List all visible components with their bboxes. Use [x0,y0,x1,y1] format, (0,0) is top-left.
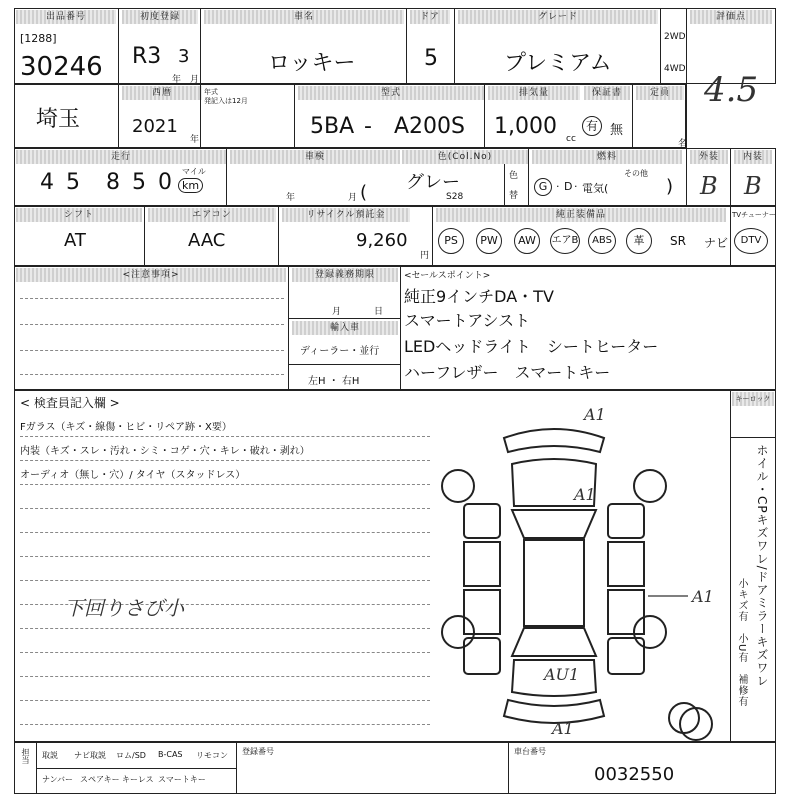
divider [432,206,433,266]
mileage-digit: 4 [40,170,54,195]
exterior-grade: B [700,172,718,200]
fuel-other: その他 [624,169,648,178]
divider [288,364,400,365]
equip-sr: SR [670,234,686,248]
car-name: ロッキー [268,51,356,76]
equip-aw [514,228,540,254]
damage-mark: A1 [692,587,714,606]
car-name-label: 車名 [204,10,404,24]
grade: プレミアム [504,51,612,76]
footer-equip: リモコン [196,751,228,760]
dealer-parallel: ディーラー・並行 [300,346,380,357]
equip-pw [476,228,502,254]
equip-ps [438,228,464,254]
note-line [20,484,430,485]
note-line [20,374,284,375]
footer-equip: スペアキー [80,775,120,784]
front-right-door [608,542,644,586]
front-right-fender [608,504,644,538]
first-reg-label: 初度登録 [122,10,198,24]
divider [36,768,236,769]
fuel-label: 燃料 [532,150,682,164]
month-unit: 月 [190,75,200,85]
mileage-digit: 0 [158,170,172,195]
warranty-yes-circle: 有 [582,116,602,136]
year-unit: 年 [172,75,182,85]
ac-label: エアコン [148,208,276,222]
equip-tv-circle: DTV [734,228,768,254]
lot-sub: [1288] [20,32,57,45]
mileage-digit: 5 [132,170,146,195]
equip-airbag-circle: エアB [550,228,580,254]
divider [294,84,295,148]
equip-leather [626,228,652,254]
footer-equip: ロム/SD [116,751,146,760]
drive-4wd: 4WD [664,64,686,74]
inspection-year-unit: 年 [286,193,296,203]
note-line [20,324,284,325]
spare-wheel-icon [664,698,704,738]
equip-label: 純正装備品 [436,208,726,222]
divider [278,206,279,266]
auction-sheet [14,8,776,794]
inspector-title: < 検査員記入欄 > [20,396,120,410]
capacity-unit: 名 [678,139,688,149]
tv-label: TVチューナー [732,211,776,219]
note-line [20,724,430,725]
equip-aw-circle: AW [514,228,540,254]
equip-abs-circle: ABS [588,228,616,254]
footer-equip: スマートキー [158,775,206,784]
model-label: 型式 [298,86,484,100]
divider [400,266,401,390]
color-code: S28 [446,192,464,202]
divider [528,148,529,206]
western-label: 西暦 [122,86,202,100]
equip-ps-circle: PS [438,228,464,254]
wheel-rear-left [442,616,474,648]
model-code: A200S [394,114,466,139]
car-diagram [434,400,714,738]
reg-no-label: 登録番号 [242,747,274,756]
chassis-number: 0032550 [594,764,675,785]
damage-mark: A1 [574,485,596,504]
damage-mark: AU1 [544,665,580,684]
score-label: 評価点 [690,10,772,24]
cc-unit: cc [566,134,576,144]
doors: 5 [424,46,438,71]
sales-point: LEDヘッドライト シートヒーター [404,337,659,356]
exterior-label: 外装 [690,150,728,164]
note-line [20,676,430,677]
footer-equip: 取説 [42,751,58,760]
side-small: 小キズ有 小U有 補修有 [736,578,747,708]
deadline-month-unit: 月 [332,307,342,317]
score: 4.5 [704,70,759,110]
interior-label: 内装 [734,150,772,164]
deadline-day-unit: 日 [374,307,384,317]
wheel-front-right [634,470,666,502]
tanto-label: 担当 [21,748,30,764]
model-sep: - [364,114,372,139]
equip-abs [588,228,616,254]
note-line [20,556,430,557]
reg-deadline-label: 登録義務期限 [292,268,398,282]
footer-equip: ナビ取説 [74,751,106,760]
warranty-yes [582,116,602,136]
mileage-digit: 5 [66,170,80,195]
fuel-elec: 電気( [582,182,609,195]
inspector-line-interior: 内装（キズ・スレ・汚れ・シミ・コゲ・穴・キレ・破れ・剥れ） [20,446,310,457]
footer-equip: キーレス [122,775,154,784]
sales-label: <セールスポイント> [404,271,491,281]
reg-month: 3 [178,46,190,67]
divider [118,8,119,84]
note-line [20,508,430,509]
fuel-close: ) [666,176,674,197]
fuel-dot: · [574,180,578,193]
divider [200,8,201,84]
yen-unit: 円 [420,251,430,261]
divider [226,148,227,206]
wheel-rear-right [634,616,666,648]
footer-equip: ナンバー [42,775,74,784]
displacement: 1,000 [494,114,557,139]
divider [504,164,505,206]
year-unit: 年 [190,135,200,145]
front-bumper [504,429,604,452]
ac: AAC [188,230,226,251]
divider [484,84,485,148]
divider [236,742,237,794]
divider [686,148,687,206]
drive-2wd: 2WD [664,32,686,42]
front-left-door [464,542,500,586]
divider [730,148,731,206]
handwritten-note: 下回りさび小 [64,596,184,620]
model-year-note: 年式 発記入は12月 [204,88,248,105]
steering-side: 左H ・ 右H [308,376,360,387]
spare-wheel-circle [669,703,699,733]
recycle-label: リサイクル預託金 [282,208,410,222]
equip-navi: ナビ [704,236,729,250]
import-label: 輸入車 [292,321,398,335]
mileage-digit: 8 [106,170,120,195]
divider [686,8,687,148]
note-line [20,532,430,533]
fuel-g [534,178,552,196]
caution-label: <注意事項> [16,268,286,282]
warranty-label: 保証書 [584,86,630,100]
sales-point: ハーフレザー スマートキー [404,363,611,382]
note-line [20,460,430,461]
note-line [20,700,430,701]
mileage-label: 走行 [16,150,226,164]
sales-point: 純正9インチDA・TV [404,287,554,306]
warranty-no: 無 [610,123,624,138]
inspection-month-unit: 月 [348,193,358,203]
divider [660,8,661,84]
divider [288,318,400,319]
note-line [20,580,430,581]
roof [524,540,584,626]
note-line [20,298,284,299]
divider [288,266,289,390]
region: 埼玉 [36,107,81,132]
key-lock-box [730,406,776,438]
capacity-label: 定員 [636,86,684,100]
note-line [20,652,430,653]
fuel-d: D [564,180,573,193]
side-text: ホイル・CPキズワレ/ドアミラーキズワレ [755,444,769,688]
note-line [20,436,430,437]
lot-label: 出品番号 [16,10,116,24]
mileage-unit-km [178,178,203,193]
grade-label: グレード [458,10,658,24]
recycle-fee: 9,260 [356,230,408,251]
sales-point: スマートアシスト [404,311,531,330]
rear-glass [512,628,596,656]
interior-grade: B [744,172,762,200]
displacement-label: 排気量 [488,86,580,100]
color: グレー [406,172,460,193]
inspector-line-audio: オーディオ（無し・穴）/ タイヤ（スタッドレス） [20,470,246,481]
front-left-fender [464,504,500,538]
equip-leather-circle: 革 [626,228,652,254]
mileage-unit-miles: マイル [182,167,206,176]
western-year: 2021 [132,116,178,137]
km-circle: km [178,178,203,193]
note-line [20,350,284,351]
fuel-dot: · [556,180,560,193]
era-year: R3 [132,44,162,69]
model-prefix: 5BA [310,114,355,139]
shift: AT [64,230,86,251]
inspector-line-glass: Fガラス（キズ・線傷・ヒビ・リペア跡・X要） [20,422,232,433]
shift-label: シフト [16,208,142,222]
divider [632,84,633,148]
color-open-paren: ( [360,182,368,203]
color-change-b: 替 [509,191,519,201]
equip-pw-circle: PW [476,228,502,254]
color-change-a: 色 [509,171,519,181]
damage-mark: A1 [584,405,606,424]
lot-number: 30246 [20,52,103,82]
divider [144,206,145,266]
rear-left-door [464,590,500,634]
divider [508,742,509,794]
chassis-label: 車台番号 [514,747,546,756]
inspection-label: 車検 [230,150,400,164]
wheel-front-left [442,470,474,502]
equip-airbag [550,228,580,254]
color-label: 色(Col.No) [402,150,528,164]
note-line [20,628,430,629]
rear-right-door [608,590,644,634]
key-lock-label: キーロック [732,392,774,406]
divider [454,8,455,84]
divider [406,8,407,84]
divider [730,206,731,266]
divider [200,84,201,148]
divider [118,84,119,148]
footer-equip: B-CAS [158,750,183,759]
equip-tv [734,228,768,254]
damage-mark: A1 [552,719,574,738]
windshield [512,510,596,538]
fuel-g-circle: G [534,178,552,196]
door-label: ドア [410,10,450,24]
